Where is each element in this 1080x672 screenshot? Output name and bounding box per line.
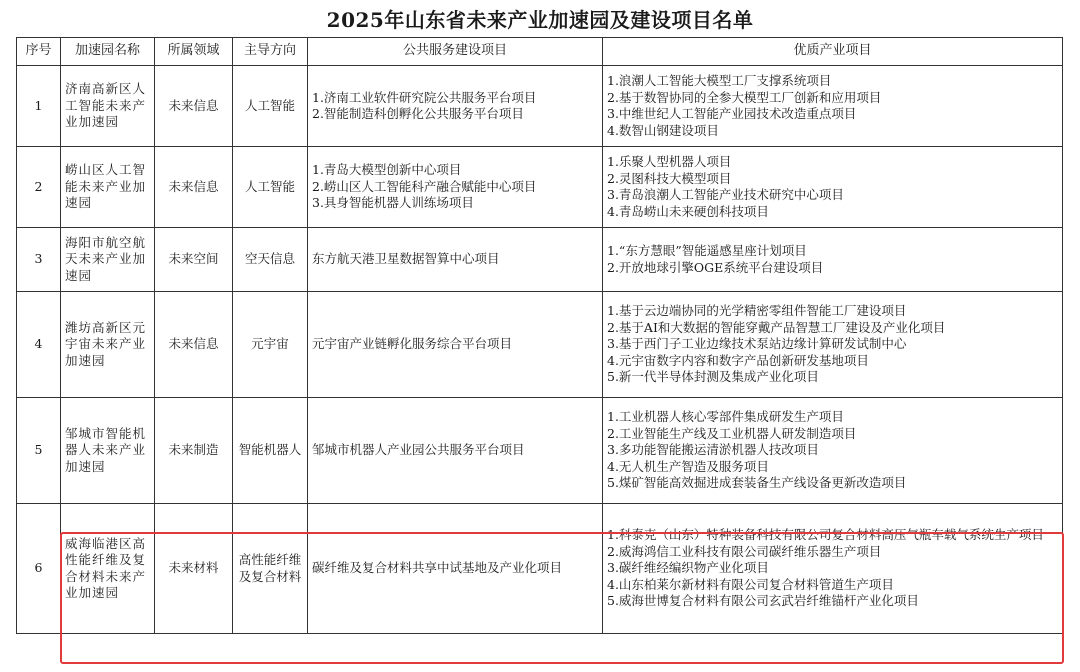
direction-cell: 智能机器人 [233, 398, 308, 504]
quality-projects-cell [603, 66, 1063, 147]
header-public-project: 公共服务建设项目 [308, 38, 603, 66]
quality-projects-cell [603, 147, 1063, 228]
quality-project-item: 4.山东柏莱尔新材料有限公司复合材料管道生产项目 [607, 576, 894, 592]
public-projects-cell [308, 504, 603, 634]
public-projects-cell [308, 66, 603, 147]
quality-project-item: 2.工业智能生产线及工业机器人研发制造项目 [607, 425, 857, 441]
quality-project-item: 1.工业机器人核心零部件集成研发生产项目 [607, 409, 844, 425]
table-row [17, 228, 1063, 292]
park-name: 潍坊高新区元宇宙未来产业加速园 [61, 292, 155, 398]
quality-project-item: 1.“东方慧眼”智能遥感星座计划项目 [607, 243, 807, 258]
row-index: 1 [17, 66, 61, 147]
park-name: 邹城市智能机器人未来产业加速园 [61, 398, 155, 504]
page-title: 2025年山东省未来产业加速园及建设项目名单 [326, 8, 754, 32]
quality-projects-cell [603, 398, 1063, 504]
public-project-item: 1.青岛大模型创新中心项目 [312, 162, 462, 178]
table-header-row [17, 38, 1063, 66]
direction-cell: 元宇宙 [233, 292, 308, 398]
quality-projects-cell [603, 228, 1063, 292]
field-cell: 未来制造 [155, 398, 233, 504]
field-cell: 未来信息 [155, 66, 233, 147]
quality-project-item: 5.煤矿智能高效掘进成套装备生产线设备更新改造项目 [607, 475, 907, 491]
park-name: 威海临港区高性能纤维及复合材料未来产业加速园 [61, 504, 155, 634]
public-project-item: 碳纤维及复合材料共享中试基地及产业化项目 [312, 560, 563, 576]
public-project-item: 东方航天港卫星数据智算中心项目 [312, 251, 500, 267]
quality-project-item: 2.基于AI和大数据的智能穿戴产品智慧工厂建设及产业化项目 [607, 319, 946, 335]
header-quality-project: 优质产业项目 [603, 38, 1063, 66]
table-row [17, 147, 1063, 228]
header-index: 序号 [17, 38, 61, 66]
quality-project-item: 4.青岛崂山未来硬创科技项目 [607, 203, 769, 219]
table-row [17, 504, 1063, 634]
table-row [17, 398, 1063, 504]
field-cell: 未来材料 [155, 504, 233, 634]
quality-project-item: 1.科泰克（山东）特种装备科技有限公司复合材料高压气瓶车载气系统生产项目 [607, 527, 1044, 543]
header-direction: 主导方向 [233, 38, 308, 66]
quality-project-item: 3.多功能智能搬运清淤机器人技改项目 [607, 442, 819, 458]
direction-cell: 高性能纤维及复合材料 [233, 504, 308, 634]
quality-project-item: 2.威海鸿信工业科技有限公司碳纤维乐器生产项目 [607, 543, 882, 559]
public-project-item: 邹城市机器人产业园公共服务平台项目 [312, 442, 525, 458]
public-projects-cell [308, 147, 603, 228]
field-cell: 未来空间 [155, 228, 233, 292]
quality-project-item: 3.基于西门子工业边缘技术泵站边缘计算研发试制中心 [607, 336, 907, 352]
public-projects-cell [308, 398, 603, 504]
quality-project-item: 3.碳纤维经编织物产业化项目 [607, 560, 769, 576]
quality-project-item: 1.基于云边端协同的光学精密零组件智能工厂建设项目 [607, 303, 907, 319]
quality-project-item: 2.开放地球引擎OGE系统平台建设项目 [607, 259, 824, 275]
quality-project-item: 3.青岛浪潮人工智能产业技术研究中心项目 [607, 187, 844, 202]
quality-project-item: 1.浪潮人工智能大模型工厂支撑系统项目 [607, 73, 832, 88]
public-project-item: 2.崂山区人工智能科产融合赋能中心项目 [312, 178, 537, 194]
project-table [16, 37, 1063, 634]
field-cell: 未来信息 [155, 147, 233, 228]
row-index: 2 [17, 147, 61, 228]
field-cell: 未来信息 [155, 292, 233, 398]
direction-cell: 人工智能 [233, 147, 308, 228]
park-name: 济南高新区人工智能未来产业加速园 [61, 66, 155, 147]
park-name: 崂山区人工智能未来产业加速园 [61, 147, 155, 228]
direction-cell: 空天信息 [233, 228, 308, 292]
park-name: 海阳市航空航天未来产业加速园 [61, 228, 155, 292]
quality-project-item: 4.无人机生产智造及服务项目 [607, 458, 769, 474]
public-project-item: 1.济南工业软件研究院公共服务平台项目 [312, 89, 537, 105]
quality-project-item: 4.元宇宙数字内容和数字产品创新研发基地项目 [607, 352, 869, 368]
quality-project-item: 2.基于数智协同的全参大模型工厂创新和应用项目 [607, 89, 882, 105]
quality-project-item: 2.灵图科技大模型项目 [607, 170, 732, 186]
quality-project-item: 5.新一代半导体封测及集成产业化项目 [607, 369, 819, 385]
row-index: 4 [17, 292, 61, 398]
row-index: 3 [17, 228, 61, 292]
quality-project-item: 1.乐聚人型机器人项目 [607, 154, 732, 169]
public-project-item: 3.具身智能机器人训练场项目 [312, 195, 474, 211]
quality-projects-cell [603, 292, 1063, 398]
quality-project-item: 5.威海世博复合材料有限公司玄武岩纤维锚杆产业化项目 [607, 593, 919, 609]
quality-project-item: 3.中维世纪人工智能产业园技术改造重点项目 [607, 106, 857, 121]
public-projects-cell [308, 292, 603, 398]
table-row [17, 292, 1063, 398]
header-park-name: 加速园名称 [61, 38, 155, 66]
quality-project-item: 4.数智山钢建设项目 [607, 122, 719, 138]
public-project-item: 元宇宙产业链孵化服务综合平台项目 [312, 336, 513, 352]
header-field: 所属领域 [155, 38, 233, 66]
row-index: 6 [17, 504, 61, 634]
public-projects-cell [308, 228, 603, 292]
quality-projects-cell [603, 504, 1063, 634]
public-project-item: 2.智能制造科创孵化公共服务平台项目 [312, 106, 524, 121]
row-index: 5 [17, 398, 61, 504]
direction-cell: 人工智能 [233, 66, 308, 147]
table-row [17, 66, 1063, 147]
